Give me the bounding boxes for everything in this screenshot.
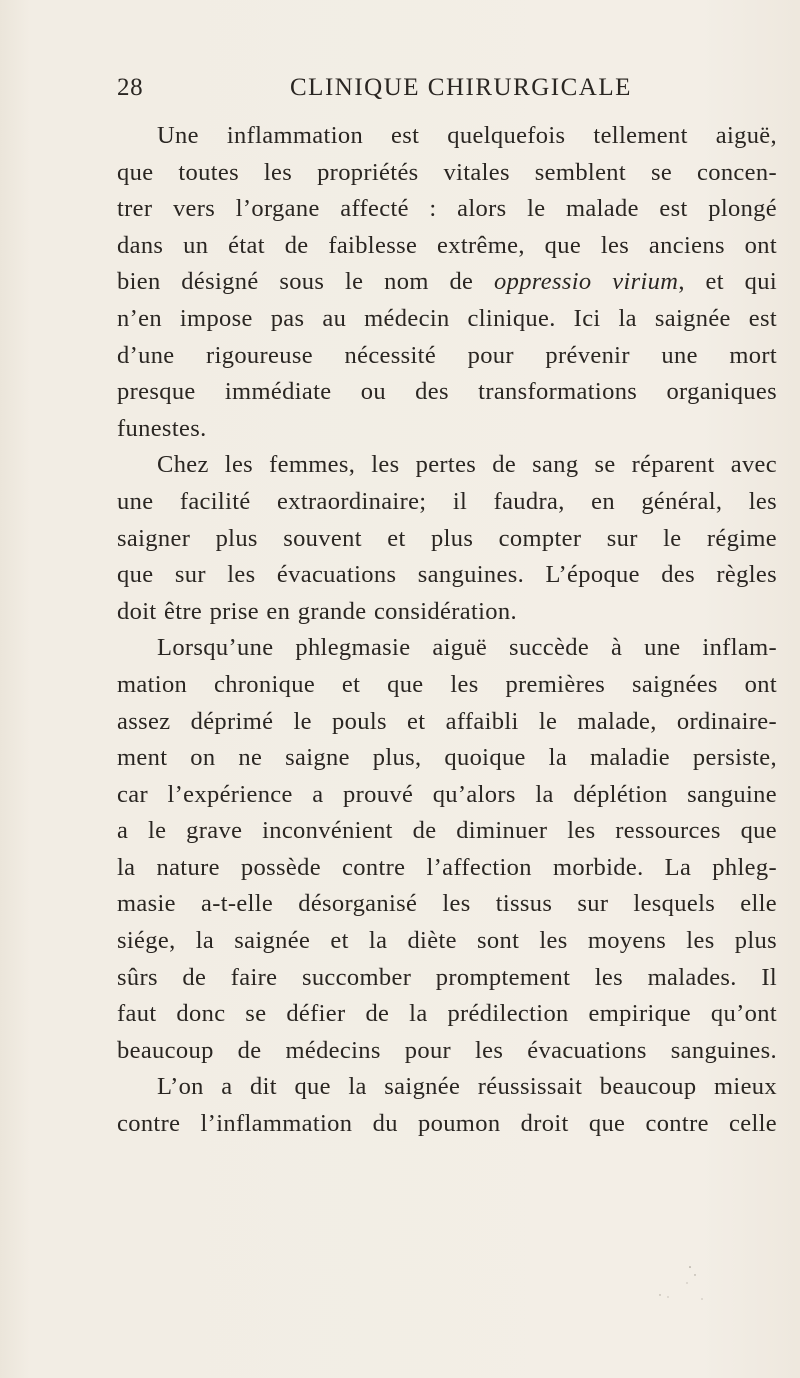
text-line: doit être prise en grande considération. (117, 597, 517, 625)
page-number: 28 (117, 74, 144, 101)
text-segment: bien désigné sous le nom de (117, 268, 494, 296)
text-line: contre l’inflammation du poumon droit que contre celle (117, 1110, 777, 1138)
text-line: mation chronique et que les premières saignées ont (117, 670, 777, 698)
text-line: une facilité extraordinaire; il faudra, en général, les (117, 487, 777, 515)
text-line: que toutes les propriétés vitales semblent se concen- (117, 158, 777, 186)
text-line (117, 264, 777, 301)
paper-specks (640, 1255, 720, 1305)
text-line: Chez les femmes, les pertes de sang se réparent avec (157, 451, 777, 479)
text-line: n’en impose pas au médecin clinique. Ici la saignée est (117, 304, 777, 332)
text-line: dans un état de faiblesse extrême, que les anciens ont (117, 231, 777, 259)
text-line: car l’expérience a prouvé qu’alors la déplétion sanguine (117, 780, 777, 808)
latin-phrase: oppressio virium (494, 268, 679, 296)
text-line: presque immédiate ou des transformations organiques (117, 378, 777, 406)
text-line: sûrs de faire succomber promptement les malades. Il (117, 963, 777, 991)
body-text (117, 118, 777, 1143)
running-head (117, 74, 777, 108)
text-line: saigner plus souvent et plus compter sur le régime (117, 524, 777, 552)
text-line: trer vers l’organe affecté : alors le malade est plongé (117, 195, 777, 223)
running-title: CLINIQUE CHIRURGICALE (290, 74, 632, 101)
text-line: faut donc se défier de la prédilection empirique qu’ont (117, 1000, 777, 1028)
text-line: Lorsqu’une phlegmasie aiguë succède à une inflam- (157, 634, 777, 662)
text-line: Une inflammation est quelquefois tellement aiguë, (157, 122, 777, 149)
text-line: siége, la saignée et la diète sont les moyens les plus (117, 927, 777, 955)
text-line: d’une rigoureuse nécessité pour prévenir une mort (117, 341, 777, 369)
text-line: ment on ne saigne plus, quoique la maladie persiste, (117, 744, 777, 772)
text-line: masie a-t-elle désorganisé les tissus sur lesquels elle (117, 890, 777, 918)
text-segment: , et qui (678, 268, 777, 296)
text-line: la nature possède contre l’affection morbide. La phleg- (117, 853, 777, 881)
text-line: que sur les évacuations sanguines. L’époque des règles (117, 561, 777, 589)
text-line: L’on a dit que la saignée réussissait beaucoup mieux (157, 1073, 777, 1101)
text-line: beaucoup de médecins pour les évacuations sanguines. (117, 1036, 777, 1064)
text-line: assez déprimé le pouls et affaibli le malade, ordinaire- (117, 707, 777, 735)
text-line: a le grave inconvénient de diminuer les ressources que (117, 817, 777, 845)
text-line: funestes. (117, 414, 207, 442)
